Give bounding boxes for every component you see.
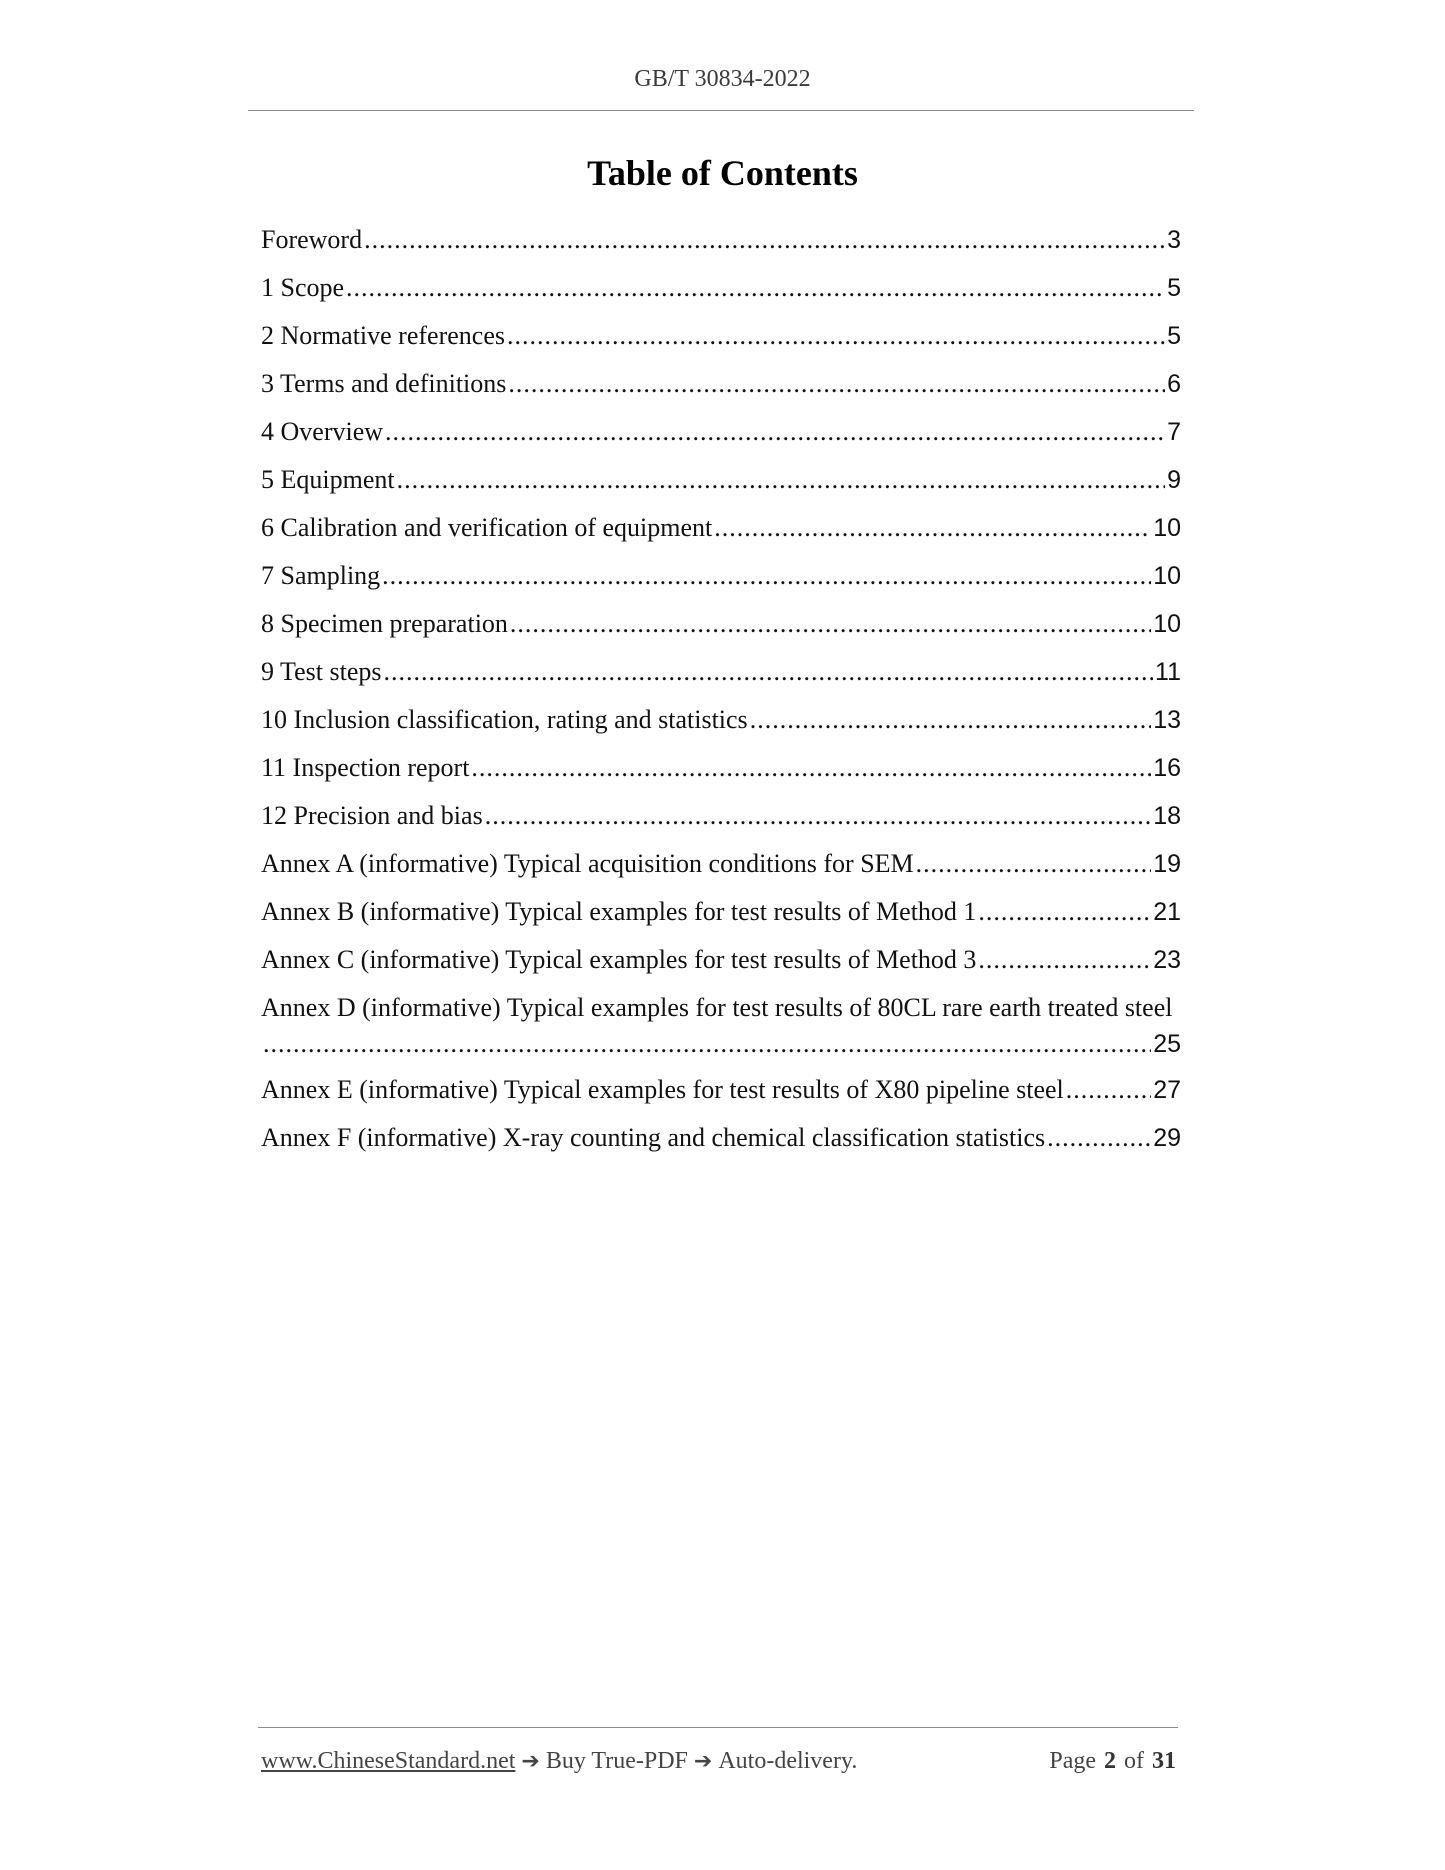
footer-promo	[261, 1748, 857, 1775]
website-link[interactable]: www.ChineseStandard.net	[261, 1748, 516, 1774]
footer-step-delivery: Auto-delivery.	[718, 1748, 858, 1774]
toc-page-number: 5	[1167, 274, 1181, 302]
current-page-number: 2	[1104, 1748, 1116, 1774]
header-divider	[248, 110, 1194, 111]
toc-page-number: 10	[1153, 514, 1181, 542]
toc-entry-title: Annex C (informative) Typical examples for test results of Method 3	[261, 945, 977, 974]
total-pages-number: 31	[1152, 1748, 1176, 1774]
dot-leader	[485, 798, 1152, 834]
toc-entry-normative-references[interactable]	[261, 318, 1181, 366]
toc-entry-title: 1 Scope	[261, 273, 345, 302]
toc-entry-title: 5 Equipment	[261, 465, 395, 494]
dot-leader	[508, 366, 1165, 402]
toc-page-number: 7	[1167, 418, 1181, 446]
page-label: Page	[1049, 1748, 1096, 1774]
page-footer	[261, 1748, 1176, 1775]
toc-page-number: 10	[1153, 610, 1181, 638]
toc-entry-title: 6 Calibration and verification of equipment	[261, 513, 713, 542]
dot-leader	[382, 558, 1151, 594]
toc-entry-specimen-preparation[interactable]	[261, 606, 1181, 654]
toc-entry-title: 7 Sampling	[261, 561, 381, 590]
right-arrow-icon: ➔	[693, 1749, 713, 1774]
page-of-label: of	[1124, 1748, 1144, 1774]
dot-leader	[397, 462, 1166, 498]
toc-page-number: 21	[1153, 898, 1181, 926]
toc-entry-precision-bias[interactable]	[261, 798, 1181, 846]
dot-leader	[383, 654, 1153, 690]
toc-entry-title: 2 Normative references	[261, 321, 505, 350]
toc-page-number: 19	[1153, 850, 1181, 878]
toc-page-number: 18	[1153, 802, 1181, 830]
dot-leader	[507, 318, 1165, 354]
toc-entry-title: Foreword	[261, 225, 363, 254]
toc-entry-title: 10 Inclusion classification, rating and statistics	[261, 705, 748, 734]
toc-entry-inclusion-classification[interactable]	[261, 702, 1181, 750]
toc-entry-annex-e[interactable]	[261, 1072, 1181, 1120]
toc-entry-overview[interactable]	[261, 414, 1181, 462]
toc-entry-inspection-report[interactable]	[261, 750, 1181, 798]
toc-entry-title: 4 Overview	[261, 417, 384, 446]
toc-page-number: 13	[1153, 706, 1181, 734]
toc-entry-sampling[interactable]	[261, 558, 1181, 606]
dot-leader	[471, 750, 1151, 786]
dot-leader	[1047, 1120, 1151, 1156]
toc-entry-title: 3 Terms and definitions	[261, 369, 507, 398]
toc-entry-title: 11 Inspection report	[261, 753, 470, 782]
toc-entry-title: 8 Specimen preparation	[261, 609, 508, 638]
toc-page-number: 11	[1155, 658, 1181, 686]
toc-entry-title: Annex D (informative) Typical examples for test results of 80CL rare earth treated steel	[261, 993, 1173, 1022]
toc-entry-annex-f[interactable]	[261, 1120, 1181, 1168]
toc-entry-foreword[interactable]	[261, 222, 1181, 270]
right-arrow-icon: ➔	[521, 1749, 540, 1774]
toc-entry-title: Annex F (informative) X-ray counting and chemical classification statistics	[261, 1123, 1046, 1152]
toc-entry-test-steps[interactable]	[261, 654, 1181, 702]
dot-leader	[346, 270, 1165, 306]
dot-leader	[916, 846, 1152, 882]
dot-leader	[714, 510, 1151, 546]
toc-entry-title: Annex A (informative) Typical acquisition conditions for SEM	[261, 849, 914, 878]
toc-entry-annex-a[interactable]	[261, 846, 1181, 894]
toc-page-number: 9	[1167, 466, 1181, 494]
dot-leader	[750, 702, 1152, 738]
dot-leader	[978, 894, 1151, 930]
footer-divider	[258, 1727, 1178, 1728]
toc-entry-title: 12 Precision and bias	[261, 801, 483, 830]
toc-entry-title: Annex B (informative) Typical examples for test results of Method 1	[261, 897, 977, 926]
toc-entry-annex-c[interactable]	[261, 942, 1181, 990]
dot-leader	[510, 606, 1151, 642]
toc-entry-terms-definitions[interactable]	[261, 366, 1181, 414]
toc-page-number: 6	[1167, 370, 1181, 398]
dot-leader	[1066, 1072, 1151, 1108]
toc-entry-title: 9 Test steps	[261, 657, 382, 686]
toc-page-number: 16	[1153, 754, 1181, 782]
toc-entry-scope[interactable]	[261, 270, 1181, 318]
toc-page-number: 27	[1153, 1076, 1181, 1104]
toc-page-number: 3	[1167, 226, 1181, 254]
toc-entry-annex-b[interactable]	[261, 894, 1181, 942]
dot-leader	[978, 942, 1151, 978]
toc-page-number: 10	[1153, 562, 1181, 590]
page-indicator	[1049, 1748, 1176, 1775]
toc-page-number: 5	[1167, 322, 1181, 350]
table-of-contents	[261, 222, 1181, 1168]
toc-page-number: 23	[1153, 946, 1181, 974]
toc-page-number: 29	[1153, 1124, 1181, 1152]
toc-page-number: 25	[1153, 1030, 1181, 1058]
dot-leader	[385, 414, 1165, 450]
dot-leader	[263, 1026, 1151, 1062]
footer-step-buy: Buy True-PDF	[545, 1748, 688, 1774]
toc-entry-equipment[interactable]	[261, 462, 1181, 510]
toc-entry-annex-d[interactable]	[261, 990, 1181, 1072]
document-code-header: GB/T 30834-2022	[634, 66, 811, 92]
toc-entry-calibration[interactable]	[261, 510, 1181, 558]
page-title: Table of Contents	[587, 153, 858, 193]
dot-leader	[364, 222, 1165, 258]
toc-entry-title: Annex E (informative) Typical examples for test results of X80 pipeline steel	[261, 1075, 1064, 1104]
